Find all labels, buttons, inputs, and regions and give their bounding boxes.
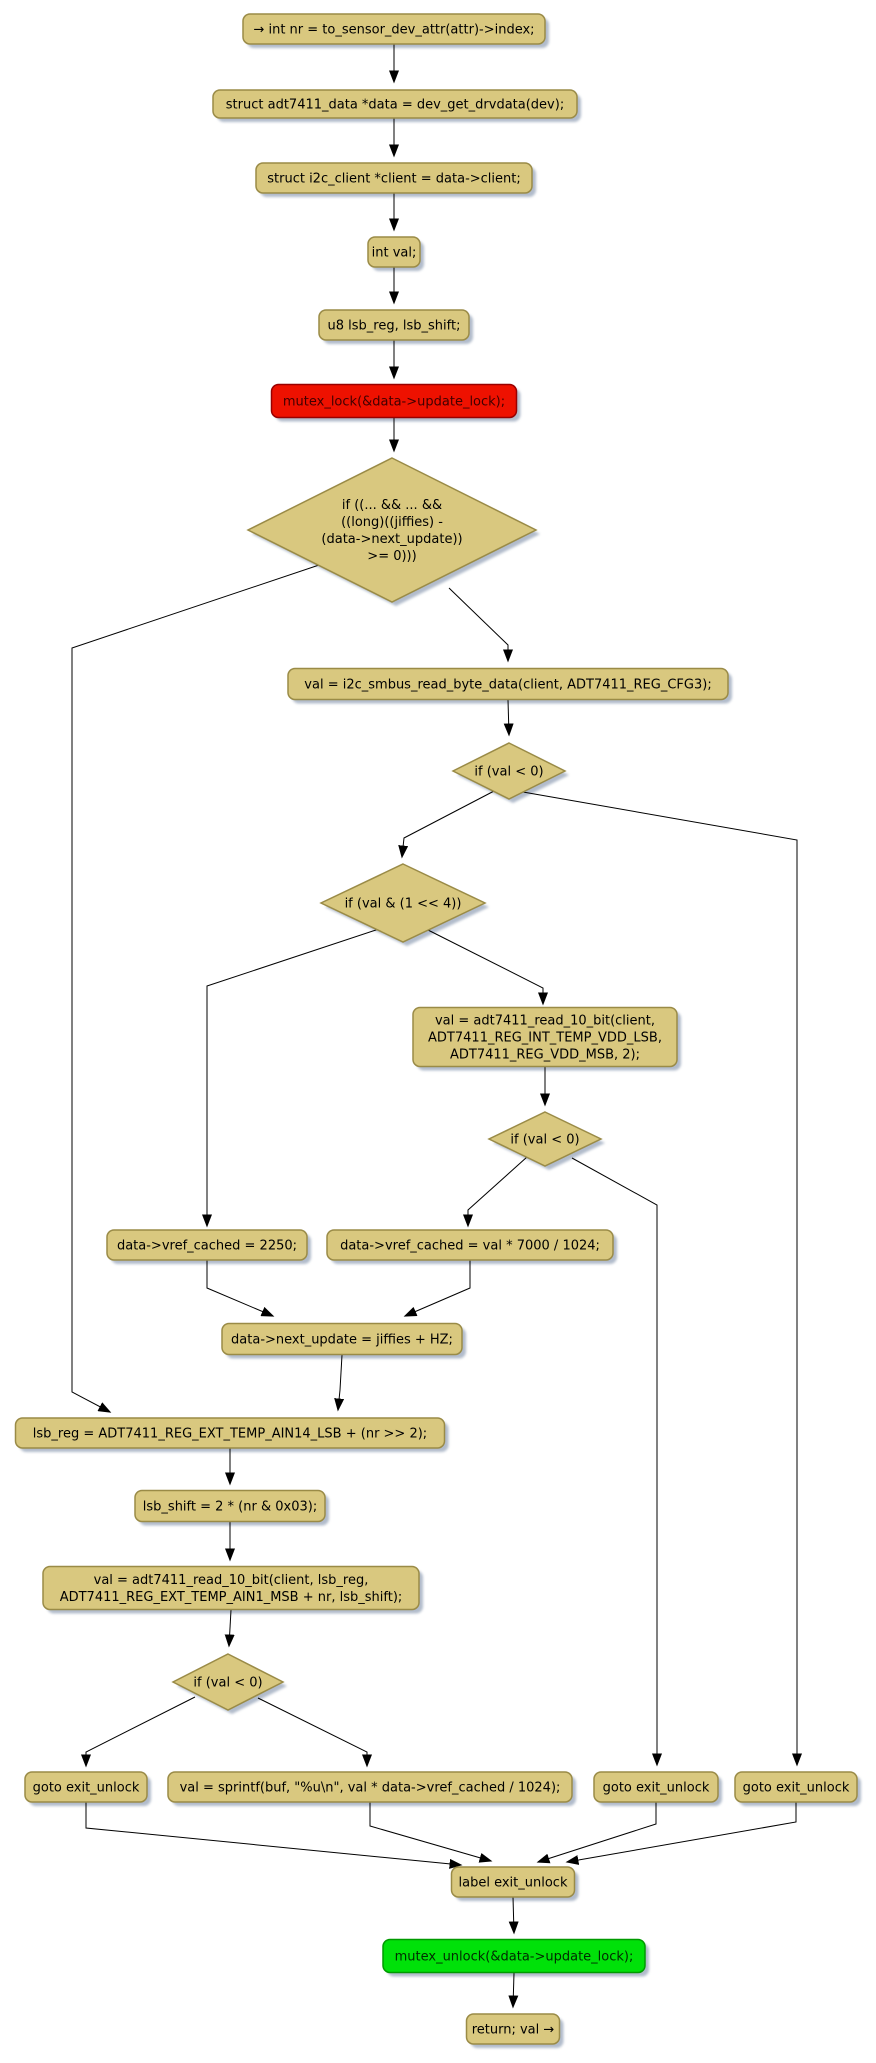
node-read-10bit-vdd <box>413 1008 677 1067</box>
edge-readcfg3-condneg1 <box>508 700 509 735</box>
node-cond-val-neg-2 <box>489 1112 601 1166</box>
node-cond-val-neg-3 <box>173 1654 283 1710</box>
node-cond-val-neg-1-label: if (val < 0) <box>474 764 544 780</box>
node-mutex-lock-label: mutex_lock(&data->update_lock); <box>282 394 506 410</box>
node-lsb-shift-set <box>135 1491 325 1522</box>
node-read-10bit-ext <box>43 1567 419 1610</box>
node-vref-2250 <box>107 1230 307 1260</box>
edge-vref2250-nextupd <box>207 1260 273 1316</box>
node-next-update-set <box>222 1324 462 1355</box>
node-goto-exit-2 <box>594 1772 718 1802</box>
node-cond-next-update <box>248 458 536 602</box>
node-entry-nr-label: → int nr = to_sensor_dev_attr(attr)->index; <box>253 22 535 38</box>
node-read-cfg3-label: val = i2c_smbus_read_byte_data(client, ADT7411_REG_CFG3); <box>304 677 712 693</box>
edge-gotoexit2-label <box>538 1802 656 1862</box>
node-decl-int-val-label: int val; <box>371 245 417 261</box>
edge-condneg3-sprintf <box>258 1698 367 1766</box>
node-next-update-set-label: data->next_update = jiffies + HZ; <box>231 1332 453 1348</box>
node-sprintf-label: val = sprintf(buf, "%u\n", val * data->vref_cached / 1024); <box>179 1780 561 1796</box>
node-mutex-unlock-label: mutex_unlock(&data->update_lock); <box>394 1949 634 1965</box>
node-goto-exit-1 <box>25 1772 147 1802</box>
node-decl-int-val <box>368 237 420 267</box>
node-goto-exit-2-label: goto exit_unlock <box>602 1780 710 1796</box>
edge-gotoexit1-label <box>86 1802 461 1865</box>
node-lsb-reg-set-label: lsb_reg = ADT7411_REG_EXT_TEMP_AIN14_LSB + (nr >> 2); <box>32 1426 428 1442</box>
edge-readext-condneg3 <box>229 1610 231 1646</box>
node-read-10bit-ext-label: val = adt7411_read_10_bit(client, lsb_reg, ADT7411_REG_EXT_TEMP_AIN1_MSB + nr, lsb_shift); <box>59 1573 403 1605</box>
edge-cond-readcfg3 <box>449 588 508 661</box>
node-label-exit-label: label exit_unlock <box>458 1875 568 1891</box>
edge-sprintf-label <box>370 1802 491 1861</box>
edge-unlock-return <box>513 1973 514 2007</box>
node-goto-exit-3 <box>735 1772 857 1802</box>
node-read-cfg3 <box>288 669 728 700</box>
edge-condneg2-vref7000 <box>468 1157 527 1226</box>
edge-vref7000-nextupd <box>405 1260 470 1316</box>
edge-condbit4-readvdd <box>428 930 543 1004</box>
node-return-val-label: return; val → <box>471 2022 555 2038</box>
node-layer <box>16 14 858 2044</box>
node-mutex-lock <box>272 385 517 418</box>
node-mutex-unlock <box>383 1940 645 1973</box>
node-decl-lsb-label: u8 lsb_reg, lsb_shift; <box>327 318 461 334</box>
edge-gotoexit3-label <box>567 1802 796 1862</box>
node-get-drvdata-label: struct adt7411_data *data = dev_get_drvdata(dev); <box>225 97 565 113</box>
node-cond-next-update-label: if ((... && ... && ((long)((jiffies) -(data->next_update)) >= 0))) <box>321 498 463 564</box>
node-label-exit <box>452 1867 575 1897</box>
node-decl-lsb <box>319 310 469 340</box>
node-cond-val-neg-3-label: if (val < 0) <box>193 1675 263 1691</box>
node-cond-val-neg-2-label: if (val < 0) <box>510 1132 580 1148</box>
node-read-10bit-vdd-label: val = adt7411_read_10_bit(client, ADT7411_REG_INT_TEMP_VDD_LSB, ADT7411_REG_VDD_MSB, 2); <box>428 1013 662 1063</box>
node-i2c-client-label: struct i2c_client *client = data->client; <box>267 171 521 187</box>
node-get-drvdata <box>213 90 577 118</box>
node-lsb-reg-set <box>16 1418 445 1448</box>
edge-condbit4-vref2250 <box>207 928 382 1226</box>
node-goto-exit-3-label: goto exit_unlock <box>742 1780 850 1796</box>
node-cond-bit4 <box>321 864 485 942</box>
node-vref-7000 <box>327 1230 613 1260</box>
node-lsb-shift-set-label: lsb_shift = 2 * (nr & 0x03); <box>142 1499 318 1515</box>
node-vref-7000-label: data->vref_cached = val * 7000 / 1024; <box>340 1238 600 1254</box>
node-cond-bit4-label: if (val & (1 << 4)) <box>344 896 462 912</box>
node-i2c-client <box>256 163 532 193</box>
node-sprintf <box>168 1772 572 1802</box>
node-return-val <box>467 2014 560 2044</box>
edge-label-unlock <box>513 1897 514 1933</box>
edge-nextupd-lsbreg <box>338 1355 342 1410</box>
node-vref-2250-label: data->vref_cached = 2250; <box>116 1238 298 1254</box>
node-cond-val-neg-1 <box>453 743 565 799</box>
edge-condneg1-gotoexit3 <box>523 792 797 1765</box>
node-goto-exit-1-label: goto exit_unlock <box>32 1780 140 1796</box>
edge-condneg3-gotoexit1 <box>86 1697 195 1766</box>
edge-condneg1-condbit4 <box>402 790 496 857</box>
node-entry-nr <box>243 14 545 44</box>
